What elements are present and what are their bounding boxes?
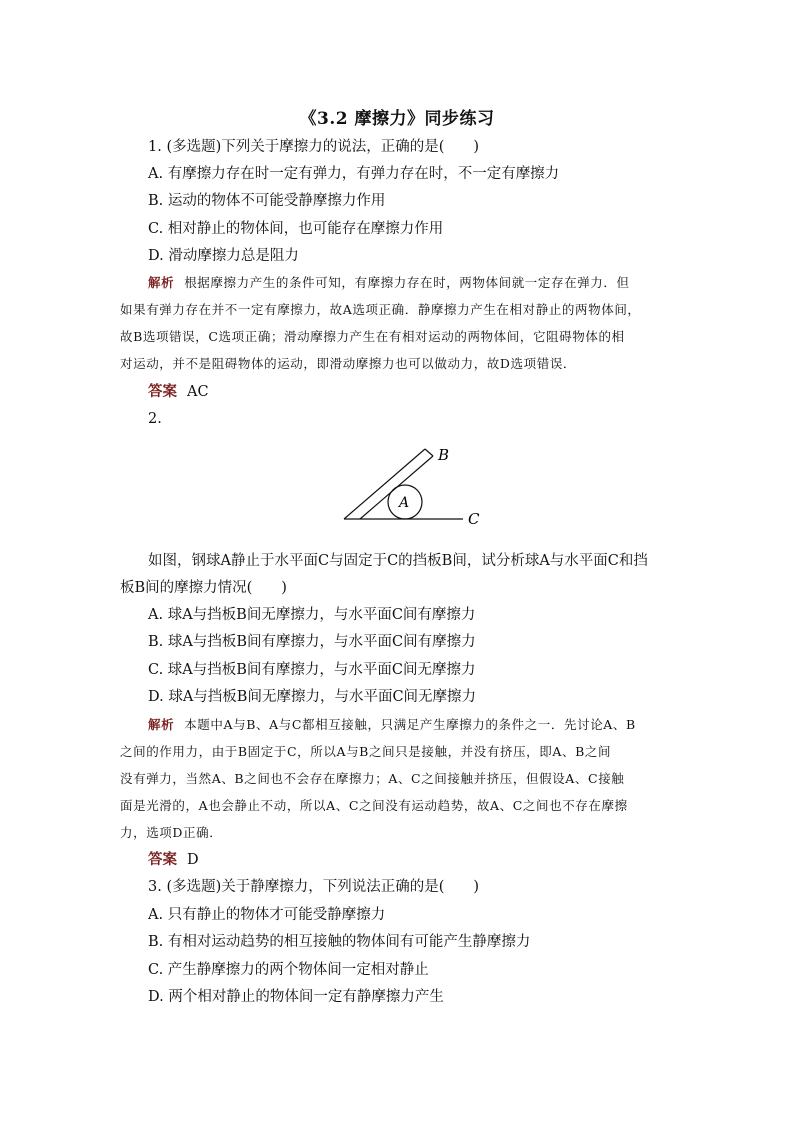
page-title: 《3.2 摩擦力》同步练习 — [299, 109, 495, 129]
q2-analysis-label: 解析 — [148, 717, 175, 732]
q3-stem: 3. (多选题)关于静摩擦力，下列说法正确的是( ) — [148, 879, 480, 895]
q1-analysis-line-1: 解析 根据摩擦力产生的条件可知，有摩擦力存在时，两物体间就一定存在弹力．但 — [148, 275, 630, 290]
q3-option-d: D. 两个相对静止的物体间一定有静摩擦力产生 — [148, 989, 444, 1005]
q2-option-c: C. 球A与挡板B间有摩擦力，与水平面C间无摩擦力 — [148, 662, 476, 678]
q2-analysis-line-3: 没有弹力，当然A、B之间也不会存在摩擦力；A、C之间接触并挤压，但假设A、C接触 — [120, 771, 625, 786]
q3-option-a: A. 只有静止的物体才可能受静摩擦力 — [148, 907, 386, 923]
q1-answer — [148, 382, 708, 402]
q1-option-c: C. 相对静止的物体间，也可能存在摩擦力作用 — [148, 221, 444, 237]
q2-answer-label: 答案 — [148, 851, 177, 868]
q2-figure — [330, 440, 500, 535]
q2-option-b: B. 球A与挡板B间有摩擦力，与水平面C间有摩擦力 — [148, 634, 476, 650]
q1-answer-label: 答案 — [148, 383, 177, 400]
q2-stem-line-2: 板B间的摩擦力情况( ) — [120, 580, 287, 596]
label-a: A — [399, 495, 410, 511]
q2-analysis-line-4: 面是光滑的，A也会静止不动，所以A、C之间没有运动趋势，故A、C之间也不存在摩擦 — [120, 798, 628, 813]
q1-analysis-line-4: 对运动，并不是阻碍物体的运动，即滑动摩擦力也可以做动力，故D选项错误． — [120, 356, 577, 371]
q2-stem-line-1: 如图，钢球A静止于水平面C与固定于C的挡板B间，试分析球A与水平面C和挡 — [148, 553, 648, 569]
q1-analysis-label: 解析 — [148, 275, 175, 290]
q1-answer-value: AC — [187, 384, 209, 400]
label-c: C — [468, 510, 480, 528]
q1-option-b: B. 运动的物体不可能受静摩擦力作用 — [148, 193, 386, 209]
q1-option-d: D. 滑动摩擦力总是阻力 — [148, 248, 299, 264]
q3-option-c: C. 产生静摩擦力的两个物体间一定相对静止 — [148, 962, 429, 978]
q1-stem: 1. (多选题)下列关于摩擦力的说法，正确的是( ) — [148, 139, 480, 155]
q2-answer — [148, 850, 708, 870]
q2-analysis-line-1: 解析 本题中A与B、A与C都相互接触，只满足产生摩擦力的条件之一．先讨论A、B — [148, 717, 636, 732]
q1-analysis-line-3: 故B选项错误，C选项正确；滑动摩擦力产生在有相对运动的两物体间，它阻碍物体的相 — [120, 329, 625, 344]
barrier-b-end — [425, 449, 433, 456]
q2-option-d: D. 球A与挡板B间无摩擦力，与水平面C间无摩擦力 — [148, 689, 477, 705]
q2-number: 2. — [148, 411, 162, 427]
q3-option-b: B. 有相对运动趋势的相互接触的物体间有可能产生静摩擦力 — [148, 934, 531, 950]
q2-analysis-line-5: 力，选项D正确． — [120, 825, 223, 840]
q2-option-a: A. 球A与挡板B间无摩擦力，与水平面C间有摩擦力 — [148, 607, 476, 623]
q2-answer-value: D — [187, 852, 199, 868]
q1-analysis-line-2: 如果有弹力存在并不一定有摩擦力，故A选项正确．静摩擦力产生在相对静止的两物体间， — [120, 302, 641, 317]
barrier-b-lower — [344, 449, 425, 519]
q2-analysis-line-2: 之间的作用力，由于B固定于C，所以A与B之间只是接触，并没有挤压，即A、B之间 — [120, 744, 612, 759]
label-b: B — [438, 446, 450, 464]
q1-option-a: A. 有摩擦力存在时一定有弹力，有弹力存在时，不一定有摩擦力 — [148, 166, 560, 182]
